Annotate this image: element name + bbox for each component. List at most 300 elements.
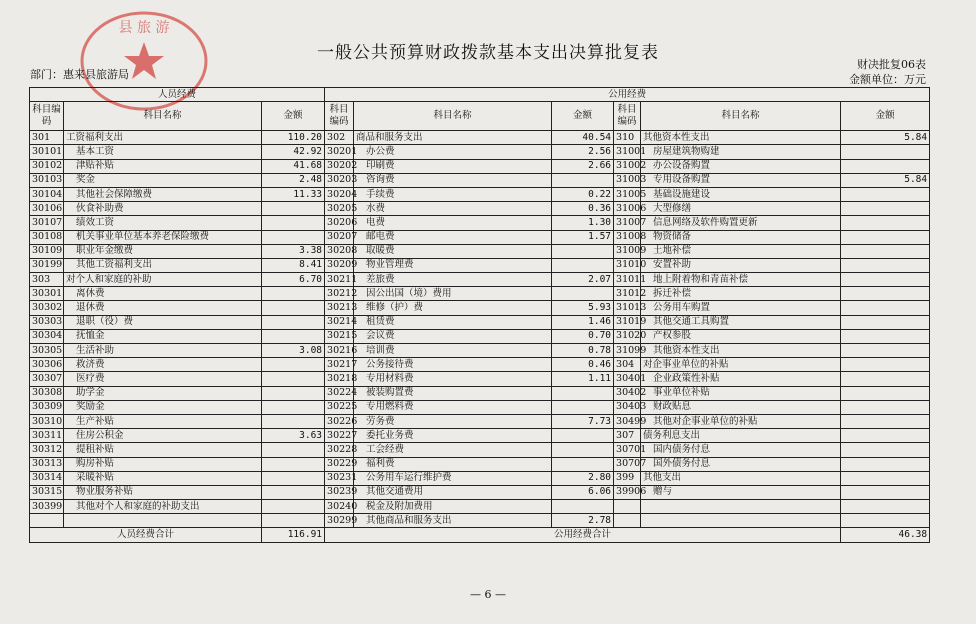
cell-code: 30299 (325, 514, 354, 528)
name-header: 科目名称 (354, 102, 552, 131)
table-row (30, 216, 930, 230)
cell-code: 31020 (614, 329, 641, 343)
cell-name: 其他交通费用 (354, 485, 552, 499)
cell-amount (262, 485, 325, 499)
table-row (30, 258, 930, 272)
cell-name: 公务用车购置 (641, 301, 841, 315)
cell-code: 30304 (30, 329, 64, 343)
cell-amount (841, 372, 930, 386)
cell-amount (841, 443, 930, 457)
cell-code: 31019 (614, 315, 641, 329)
column-header-row (30, 102, 930, 131)
amount-header: 金额 (552, 102, 614, 131)
cell-code: 30226 (325, 414, 354, 428)
cell-amount (552, 258, 614, 272)
cell-code: 30401 (614, 372, 641, 386)
cell-name: 税金及附加费用 (354, 500, 552, 514)
cell-name: 其他商品和服务支出 (354, 514, 552, 528)
cell-code: 307 (614, 429, 641, 443)
cell-name: 咨询费 (354, 173, 552, 187)
cell-amount: 1.30 (552, 216, 614, 230)
cell-name: 维修（护）费 (354, 301, 552, 315)
cell-name: 其他社会保障缴费 (64, 187, 262, 201)
cell-code: 31011 (614, 273, 641, 287)
cell-amount: 0.78 (552, 344, 614, 358)
cell-name: 邮电费 (354, 230, 552, 244)
cell-name: 办公设备购置 (641, 159, 841, 173)
cell-name: 国外债务付息 (641, 457, 841, 471)
cell-name: 对企事业单位的补贴 (641, 358, 841, 372)
cell-amount: 0.46 (552, 358, 614, 372)
cell-name: 商品和服务支出 (354, 131, 552, 145)
table-row (30, 202, 930, 216)
cell-amount (552, 400, 614, 414)
cell-name: 水费 (354, 202, 552, 216)
cell-code: 30204 (325, 187, 354, 201)
cell-amount (552, 500, 614, 514)
cell-name: 生产补贴 (64, 414, 262, 428)
table-row (30, 273, 930, 287)
cell-name: 事业单位补贴 (641, 386, 841, 400)
cell-code: 30309 (30, 400, 64, 414)
cell-amount (841, 386, 930, 400)
cell-name: 生活补助 (64, 344, 262, 358)
cell-amount: 2.80 (552, 471, 614, 485)
form-number: 财决批复06表 (857, 58, 926, 71)
cell-amount (262, 443, 325, 457)
cell-name (64, 514, 262, 528)
cell-amount: 0.36 (552, 202, 614, 216)
name-header: 科目名称 (64, 102, 262, 131)
cell-name: 专用设备购置 (641, 173, 841, 187)
cell-code: 31008 (614, 230, 641, 244)
cell-amount (262, 400, 325, 414)
table-row (30, 145, 930, 159)
cell-code: 30306 (30, 358, 64, 372)
cell-code: 30103 (30, 173, 64, 187)
cell-code: 30216 (325, 344, 354, 358)
cell-name: 奖金 (64, 173, 262, 187)
cell-code: 30107 (30, 216, 64, 230)
cell-name: 物业服务补贴 (64, 485, 262, 499)
svg-text:县 旅 游: 县 旅 游 (118, 20, 170, 36)
cell-name: 离休费 (64, 287, 262, 301)
table-row (30, 230, 930, 244)
cell-amount (262, 457, 325, 471)
cell-amount (262, 500, 325, 514)
cell-code: 30108 (30, 230, 64, 244)
cell-name: 提租补贴 (64, 443, 262, 457)
cell-code: 30205 (325, 202, 354, 216)
cell-amount: 41.68 (262, 159, 325, 173)
cell-code: 30707 (614, 457, 641, 471)
cell-code: 30104 (30, 187, 64, 201)
cell-code: 30229 (325, 457, 354, 471)
cell-code: 30402 (614, 386, 641, 400)
cell-amount (841, 244, 930, 258)
cell-name: 财政贴息 (641, 400, 841, 414)
cell-amount (262, 301, 325, 315)
cell-amount (841, 202, 930, 216)
cell-code: 31007 (614, 216, 641, 230)
cell-code: 30202 (325, 159, 354, 173)
cell-name: 专用燃料费 (354, 400, 552, 414)
cell-amount (262, 329, 325, 343)
table-row (30, 244, 930, 258)
cell-code: 30215 (325, 329, 354, 343)
cell-name: 公务接待费 (354, 358, 552, 372)
cell-name: 物资储备 (641, 230, 841, 244)
cell-code: 30102 (30, 159, 64, 173)
cell-name: 采暖补贴 (64, 471, 262, 485)
cell-amount: 3.38 (262, 244, 325, 258)
cell-amount: 6.70 (262, 273, 325, 287)
cell-code: 30212 (325, 287, 354, 301)
cell-code: 30310 (30, 414, 64, 428)
cell-name: 印刷费 (354, 159, 552, 173)
cell-amount: 110.20 (262, 131, 325, 145)
table-row (30, 187, 930, 201)
cell-code: 30313 (30, 457, 64, 471)
table-row (30, 329, 930, 343)
cell-amount (841, 273, 930, 287)
personnel-section-header: 人员经费 (30, 88, 325, 102)
cell-amount (262, 287, 325, 301)
cell-amount: 0.70 (552, 329, 614, 343)
personnel-total-value: 116.91 (262, 528, 325, 542)
cell-code: 303 (30, 273, 64, 287)
cell-code: 304 (614, 358, 641, 372)
cell-name: 津贴补贴 (64, 159, 262, 173)
cell-amount (552, 244, 614, 258)
cell-code: 30311 (30, 429, 64, 443)
cell-code: 31002 (614, 159, 641, 173)
cell-amount (841, 400, 930, 414)
cell-name: 其他对企事业单位的补贴 (641, 414, 841, 428)
cell-code: 30403 (614, 400, 641, 414)
cell-name (641, 500, 841, 514)
cell-name: 安置补助 (641, 258, 841, 272)
cell-name: 会议费 (354, 329, 552, 343)
cell-code: 30203 (325, 173, 354, 187)
cell-name: 退职（役）费 (64, 315, 262, 329)
cell-amount (552, 443, 614, 457)
cell-amount: 8.41 (262, 258, 325, 272)
cell-name: 产权参股 (641, 329, 841, 343)
cell-name: 办公费 (354, 145, 552, 159)
cell-amount: 3.08 (262, 344, 325, 358)
cell-name (641, 514, 841, 528)
cell-amount: 2.66 (552, 159, 614, 173)
cell-amount: 5.93 (552, 301, 614, 315)
cell-code: 31003 (614, 173, 641, 187)
cell-amount (841, 230, 930, 244)
cell-code: 30231 (325, 471, 354, 485)
cell-code: 30303 (30, 315, 64, 329)
cell-code: 30240 (325, 500, 354, 514)
cell-name: 工会经费 (354, 443, 552, 457)
table-row (30, 400, 930, 414)
cell-code: 39906 (614, 485, 641, 499)
table-row (30, 358, 930, 372)
cell-amount (262, 372, 325, 386)
cell-amount: 0.22 (552, 187, 614, 201)
cell-name: 物业管理费 (354, 258, 552, 272)
cell-name: 住房公积金 (64, 429, 262, 443)
cell-name: 抚恤金 (64, 329, 262, 343)
cell-amount (841, 145, 930, 159)
cell-amount (841, 414, 930, 428)
code-header: 科目编码 (30, 102, 64, 131)
cell-code: 30208 (325, 244, 354, 258)
cell-name: 因公出国（境）费用 (354, 287, 552, 301)
cell-name: 差旅费 (354, 273, 552, 287)
cell-name: 委托业务费 (354, 429, 552, 443)
cell-amount (552, 429, 614, 443)
cell-amount (841, 471, 930, 485)
cell-amount (262, 358, 325, 372)
cell-name: 职业年金缴费 (64, 244, 262, 258)
cell-amount (262, 202, 325, 216)
public-total-label: 公用经费合计 (325, 528, 841, 542)
cell-code: 31001 (614, 145, 641, 159)
table-row (30, 173, 930, 187)
cell-amount: 5.84 (841, 131, 930, 145)
page-title: 一般公共预算财政拨款基本支出决算批复表 (317, 43, 659, 63)
cell-code: 30239 (325, 485, 354, 499)
cell-code: 30101 (30, 145, 64, 159)
table-row (30, 131, 930, 145)
cell-code: 30106 (30, 202, 64, 216)
cell-name: 医疗费 (64, 372, 262, 386)
cell-amount: 40.54 (552, 131, 614, 145)
cell-code: 30224 (325, 386, 354, 400)
cell-code: 301 (30, 131, 64, 145)
cell-amount: 42.92 (262, 145, 325, 159)
table-row (30, 485, 930, 499)
cell-code: 30217 (325, 358, 354, 372)
table-row (30, 315, 930, 329)
cell-code: 30207 (325, 230, 354, 244)
cell-name: 退休费 (64, 301, 262, 315)
cell-code: 31013 (614, 301, 641, 315)
cell-name: 地上附着物和青苗补偿 (641, 273, 841, 287)
cell-code: 30213 (325, 301, 354, 315)
cell-name: 对个人和家庭的补助 (64, 273, 262, 287)
cell-code: 30302 (30, 301, 64, 315)
table-row (30, 514, 930, 528)
cell-name: 电费 (354, 216, 552, 230)
cell-code: 31009 (614, 244, 641, 258)
cell-code: 30228 (325, 443, 354, 457)
table-row (30, 344, 930, 358)
cell-amount (262, 514, 325, 528)
cell-name: 租赁费 (354, 315, 552, 329)
cell-code: 30214 (325, 315, 354, 329)
cell-name: 工资福利支出 (64, 131, 262, 145)
cell-amount: 2.48 (262, 173, 325, 187)
cell-amount (841, 329, 930, 343)
cell-name: 信息网络及软件购置更新 (641, 216, 841, 230)
cell-name: 奖励金 (64, 400, 262, 414)
cell-amount: 1.57 (552, 230, 614, 244)
table-row (30, 443, 930, 457)
cell-code: 30225 (325, 400, 354, 414)
cell-amount (262, 230, 325, 244)
cell-amount: 2.07 (552, 273, 614, 287)
cell-amount (841, 358, 930, 372)
cell-name: 房屋建筑物购建 (641, 145, 841, 159)
cell-amount (262, 216, 325, 230)
cell-code: 310 (614, 131, 641, 145)
cell-amount: 3.63 (262, 429, 325, 443)
cell-name: 机关事业单位基本养老保险缴费 (64, 230, 262, 244)
amount-unit: 金额单位：万元 (849, 73, 926, 86)
name-header: 科目名称 (641, 102, 841, 131)
cell-code: 30307 (30, 372, 64, 386)
cell-name: 基础设施建设 (641, 187, 841, 201)
table-row (30, 414, 930, 428)
cell-name: 救济费 (64, 358, 262, 372)
cell-amount (841, 457, 930, 471)
cell-name: 基本工资 (64, 145, 262, 159)
cell-name: 企业政策性补贴 (641, 372, 841, 386)
code-header: 科目编码 (614, 102, 641, 131)
cell-code: 30227 (325, 429, 354, 443)
cell-name: 绩效工资 (64, 216, 262, 230)
cell-amount (552, 287, 614, 301)
cell-amount (841, 429, 930, 443)
cell-amount: 2.56 (552, 145, 614, 159)
cell-name: 培训费 (354, 344, 552, 358)
cell-name: 福利费 (354, 457, 552, 471)
cell-amount (262, 414, 325, 428)
cell-name: 其他交通工具购置 (641, 315, 841, 329)
code-header: 科目编码 (325, 102, 354, 131)
cell-name: 购房补贴 (64, 457, 262, 471)
amount-header: 金额 (262, 102, 325, 131)
table-row (30, 386, 930, 400)
public-total-value: 46.38 (841, 528, 930, 542)
cell-code: 30305 (30, 344, 64, 358)
cell-amount: 2.78 (552, 514, 614, 528)
cell-code: 30399 (30, 500, 64, 514)
department-label: 部门：惠来县旅游局 (30, 68, 129, 81)
cell-name: 其他资本性支出 (641, 344, 841, 358)
cell-code (614, 500, 641, 514)
cell-name: 手续费 (354, 187, 552, 201)
cell-code: 30314 (30, 471, 64, 485)
expenditure-table (29, 87, 930, 543)
cell-name: 其他对个人和家庭的补助支出 (64, 500, 262, 514)
cell-name: 赠与 (641, 485, 841, 499)
cell-code: 30199 (30, 258, 64, 272)
cell-code: 30499 (614, 414, 641, 428)
cell-code (30, 514, 64, 528)
cell-code: 30109 (30, 244, 64, 258)
cell-code: 31012 (614, 287, 641, 301)
cell-code: 30301 (30, 287, 64, 301)
page-number: — 6 — (470, 588, 506, 601)
cell-name: 拆迁补偿 (641, 287, 841, 301)
table-row (30, 429, 930, 443)
cell-code: 31010 (614, 258, 641, 272)
cell-amount (552, 457, 614, 471)
cell-name: 债务利息支出 (641, 429, 841, 443)
table-row (30, 372, 930, 386)
cell-amount (841, 258, 930, 272)
cell-code: 30218 (325, 372, 354, 386)
cell-amount (552, 386, 614, 400)
cell-name: 其他资本性支出 (641, 131, 841, 145)
section-header-row (30, 88, 930, 102)
cell-amount (262, 471, 325, 485)
cell-code: 30211 (325, 273, 354, 287)
totals-row (30, 528, 930, 542)
cell-name: 土地补偿 (641, 244, 841, 258)
cell-amount (841, 344, 930, 358)
cell-name: 国内债务付息 (641, 443, 841, 457)
cell-code: 399 (614, 471, 641, 485)
cell-amount (841, 315, 930, 329)
table-row (30, 159, 930, 173)
cell-amount (841, 500, 930, 514)
cell-amount (262, 386, 325, 400)
cell-amount (262, 315, 325, 329)
cell-code: 30315 (30, 485, 64, 499)
cell-amount (841, 287, 930, 301)
cell-amount (841, 514, 930, 528)
table-row (30, 457, 930, 471)
cell-code: 31006 (614, 202, 641, 216)
cell-code: 31099 (614, 344, 641, 358)
cell-code: 31005 (614, 187, 641, 201)
cell-code: 30209 (325, 258, 354, 272)
cell-amount: 1.11 (552, 372, 614, 386)
cell-amount (841, 187, 930, 201)
cell-name: 其他工资福利支出 (64, 258, 262, 272)
cell-amount (841, 216, 930, 230)
cell-name: 助学金 (64, 386, 262, 400)
cell-code: 30201 (325, 145, 354, 159)
cell-code: 30206 (325, 216, 354, 230)
cell-name: 公务用车运行维护费 (354, 471, 552, 485)
cell-code (614, 514, 641, 528)
cell-amount: 11.33 (262, 187, 325, 201)
cell-code: 30308 (30, 386, 64, 400)
cell-name: 取暖费 (354, 244, 552, 258)
cell-name: 被装购置费 (354, 386, 552, 400)
cell-code: 302 (325, 131, 354, 145)
cell-amount (552, 173, 614, 187)
cell-code: 30312 (30, 443, 64, 457)
amount-header: 金额 (841, 102, 930, 131)
table-row (30, 287, 930, 301)
cell-amount (841, 301, 930, 315)
public-section-header: 公用经费 (325, 88, 930, 102)
cell-amount (841, 485, 930, 499)
table-row (30, 471, 930, 485)
cell-name: 大型修缮 (641, 202, 841, 216)
cell-name: 伙食补助费 (64, 202, 262, 216)
table-row (30, 500, 930, 514)
cell-amount: 7.73 (552, 414, 614, 428)
personnel-total-label: 人员经费合计 (30, 528, 262, 542)
cell-amount: 6.06 (552, 485, 614, 499)
cell-amount: 5.84 (841, 173, 930, 187)
cell-amount (841, 159, 930, 173)
cell-name: 劳务费 (354, 414, 552, 428)
